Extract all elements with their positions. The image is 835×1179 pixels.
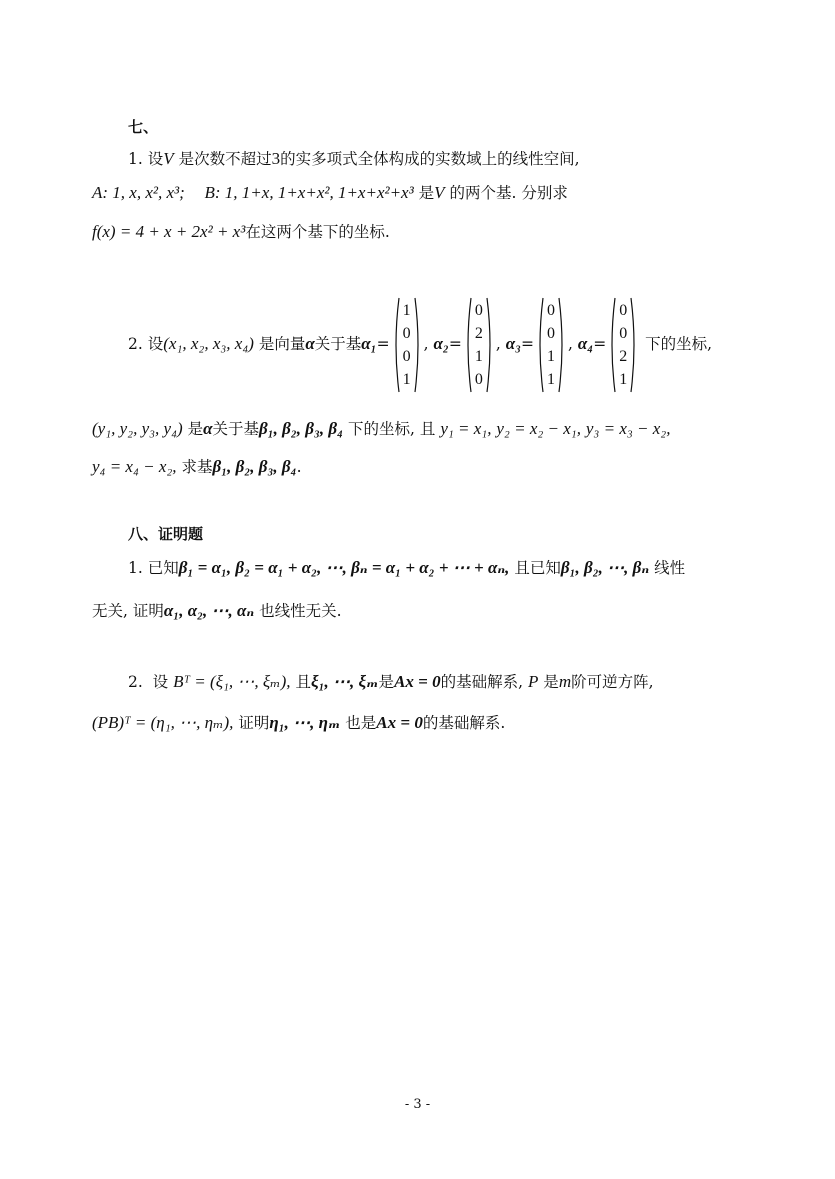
pb-transpose: (PB)ᵀ = (η₁, ⋯, ηₘ), [92,713,234,732]
relation-4: y₄ = x₄ − x₂, [92,457,177,476]
vector-alpha4: 0 0 2 1 [608,295,638,395]
s7-p2-line3: y₄ = x₄ − x₂, 求基β₁, β₂, β₃, β₄. [92,457,302,476]
s7-p2-line2: (y₁, y₂, y₃, y₄) 是α关于基β₁, β₂, β₃, β₄ 下的坐标, 且 y₁ = x₁, y₂ = x₂ − x₁, y₃ = x₃ − x₂, [92,419,671,438]
vector-alpha1: 1 0 0 1 [392,295,422,395]
section-8-heading: 八、证明题 [128,525,204,543]
y-coords: (y₁, y₂, y₃, y₄) [92,419,183,438]
alpha-symbol: α [305,334,315,353]
alpha4-label: α₄ [577,334,594,353]
s8-p2-line2: (PB)ᵀ = (η₁, ⋯, ηₘ), 证明η₁, ⋯, ηₘ 也是Ax = 0的基础解系. [92,713,506,732]
basis-B: B: 1, 1+x, 1+x+x², 1+x+x²+x³ [204,183,414,202]
equation-Ax0: Ax = 0 [394,672,441,691]
relation-1: y₁ = x₁, [440,419,492,438]
page-number: - 3 - [404,1097,431,1112]
alpha2-label: α₂ [433,334,449,353]
s7-p1-line3: f(x) = 4 + x + 2x² + x³在这两个基下的坐标. [92,222,390,241]
beta-definition: β₁ = α₁, β₂ = α₁ + α₂, ⋯, βₙ = α₁ + α₂ + ⋯ + αₙ, [178,558,510,577]
beta-basis: β₁, β₂, β₃, β₄ [259,419,344,438]
vector-alpha3: 0 0 1 1 [536,295,566,395]
vector-alpha2: 0 2 1 0 [464,295,494,395]
relation-2: y₂ = x₂ − x₁, [496,419,581,438]
basis-A: A: 1, x, x², x³; [92,183,185,202]
b-transpose: Bᵀ = (ξ₁, ⋯, ξₘ), [173,672,291,691]
s8-p2-line1: 2. 设 Bᵀ = (ξ₁, ⋯, ξₘ), 且ξ₁, ⋯, ξₘ是Ax = 0的基础解系, P 是m阶可逆方阵, [128,672,654,691]
section-7-heading: 七、 [128,118,159,136]
s8-p1-line2: 无关, 证明α₁, α₂, ⋯, αₙ 也线性无关. [92,601,342,620]
beta-list: β₁, β₂, ⋯, βₙ [560,558,650,577]
s7-p2-line1: 2. 设(x₁, x₂, x₃, x₄) 是向量α关于基α₁= 1 0 0 1 , α₂= 0 2 1 0 , α₃= 0 0 1 1 , α₄= 0 0 2 1 下的坐标, [128,288,712,400]
s7-p1-number: 1 [128,150,138,168]
space-V: V [163,149,174,168]
x-coords: (x₁, x₂, x₃, x₄) [163,334,254,353]
polynomial-f: f(x) = 4 + x + 2x² + x³ [92,222,246,241]
alpha-list: α₁, α₂, ⋯, αₙ [163,601,255,620]
relation-3: y₃ = x₃ − x₂, [585,419,671,438]
eta-list: η₁, ⋯, ηₘ [269,713,341,732]
s7-p1-line1: 1. 设V 是次数不超过3的实多项式全体构成的实数域上的线性空间, [128,149,580,168]
alpha1-label: α₁ [361,334,377,353]
xi-list: ξ₁, ⋯, ξₘ [310,672,379,691]
alpha3-label: α₃ [505,334,522,353]
s8-p1-line1: 1. 已知β₁ = α₁, β₂ = α₁ + α₂, ⋯, βₙ = α₁ + α₂ + ⋯ + αₙ, 且已知β₁, β₂, ⋯, βₙ 线性 [128,558,686,577]
s7-p1-line2: A: 1, x, x², x³; B: 1, 1+x, 1+x+x², 1+x+x²+x³ 是V 的两个基. 分别求 [92,183,568,202]
